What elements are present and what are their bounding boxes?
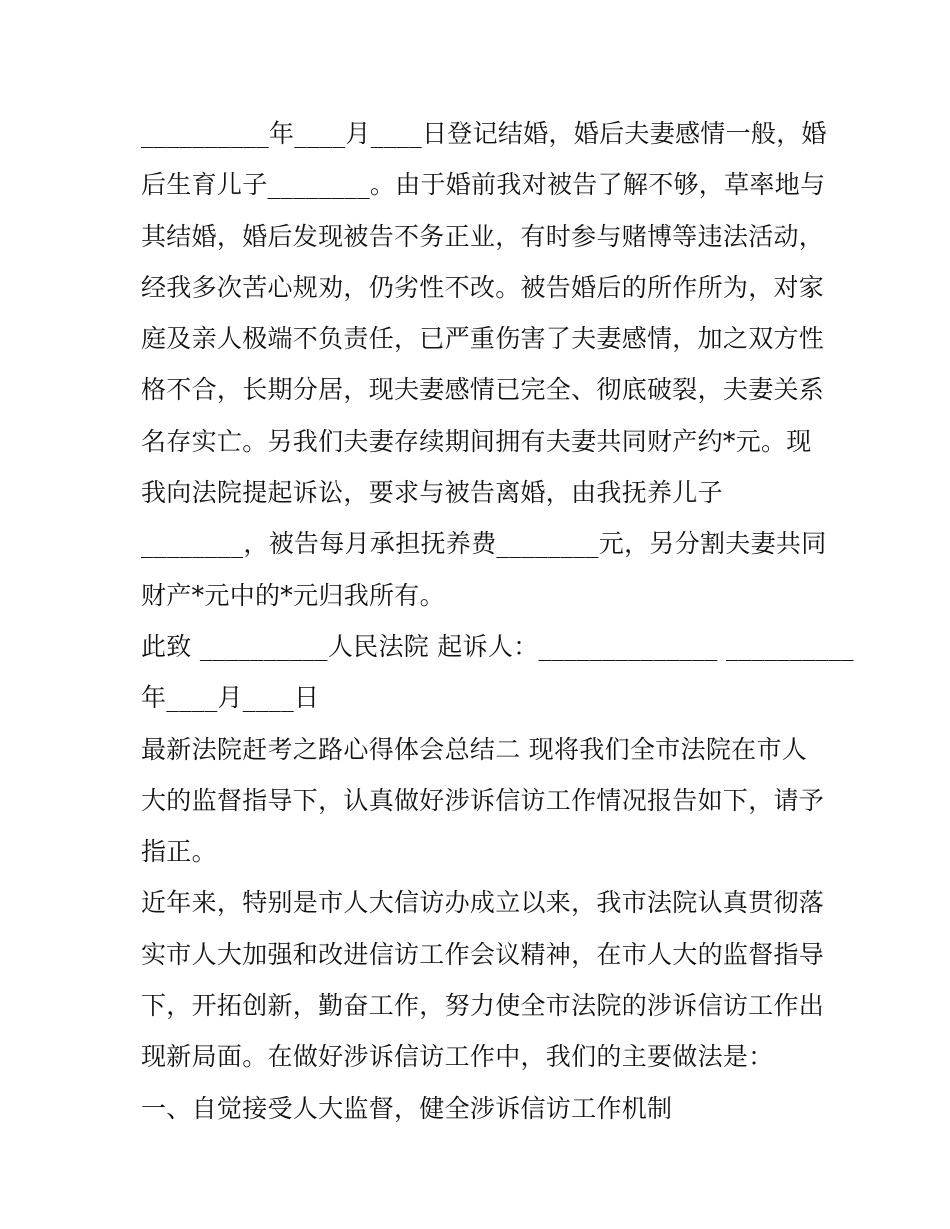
text-line: ________，被告每月承担抚养费________元，另分割夫妻共同 — [141, 529, 827, 559]
text-line: 我向法院提起诉讼，要求与被告离婚，由我抚养儿子 — [141, 478, 723, 508]
text-line: 名存实亡。另我们夫妻存续期间拥有夫妻共同财产约*元。现 — [141, 426, 812, 456]
text-line: 大的监督指导下，认真做好涉诉信访工作情况报告如下，请予 — [141, 785, 825, 815]
text-line: 实市人大加强和改进信访工作会议精神，在市人大的监督指导 — [141, 939, 825, 969]
text-line: 现新局面。在做好涉诉信访工作中，我们的主要做法是： — [141, 1042, 774, 1072]
document-body — [141, 108, 854, 1134]
text-line: 近年来，特别是市人大信访办成立以来，我市法院认真贯彻落 — [141, 888, 825, 918]
section-title-line: 最新法院赶考之路心得体会总结二 现将我们全市法院在市人 — [141, 734, 808, 764]
text-line: 经我多次苦心规劝，仍劣性不改。被告婚后的所作所为，对家 — [141, 272, 825, 302]
text-line: 指正。 — [141, 837, 217, 867]
text-line: __________年____月____日登记结婚，婚后夫妻感情一般，婚 — [141, 119, 827, 148]
text-line: 财产*元中的*元归我所有。 — [141, 580, 445, 610]
text-line: 其结婚，婚后发现被告不务正业，有时参与赌博等违法活动， — [141, 221, 825, 251]
heading-line: 一、自觉接受人大监督，健全涉诉信访工作机制 — [141, 1093, 673, 1123]
date-line: 年____月____日 — [141, 683, 320, 713]
text-line: 后生育儿子________。由于婚前我对被告了解不够，草率地与 — [141, 170, 826, 200]
text-line: 格不合，长期分居，现夫妻感情已完全、彻底破裂，夫妻关系 — [141, 375, 825, 405]
text-line: 庭及亲人极端不负责任，已严重伤害了夫妻感情，加之双方性 — [141, 324, 825, 354]
text-line: 下，开拓创新，勤奋工作，努力使全市法院的涉诉信访工作出 — [141, 991, 825, 1021]
salutation-line: 此致 __________人民法院 起诉人：______________ __________ — [141, 631, 854, 661]
